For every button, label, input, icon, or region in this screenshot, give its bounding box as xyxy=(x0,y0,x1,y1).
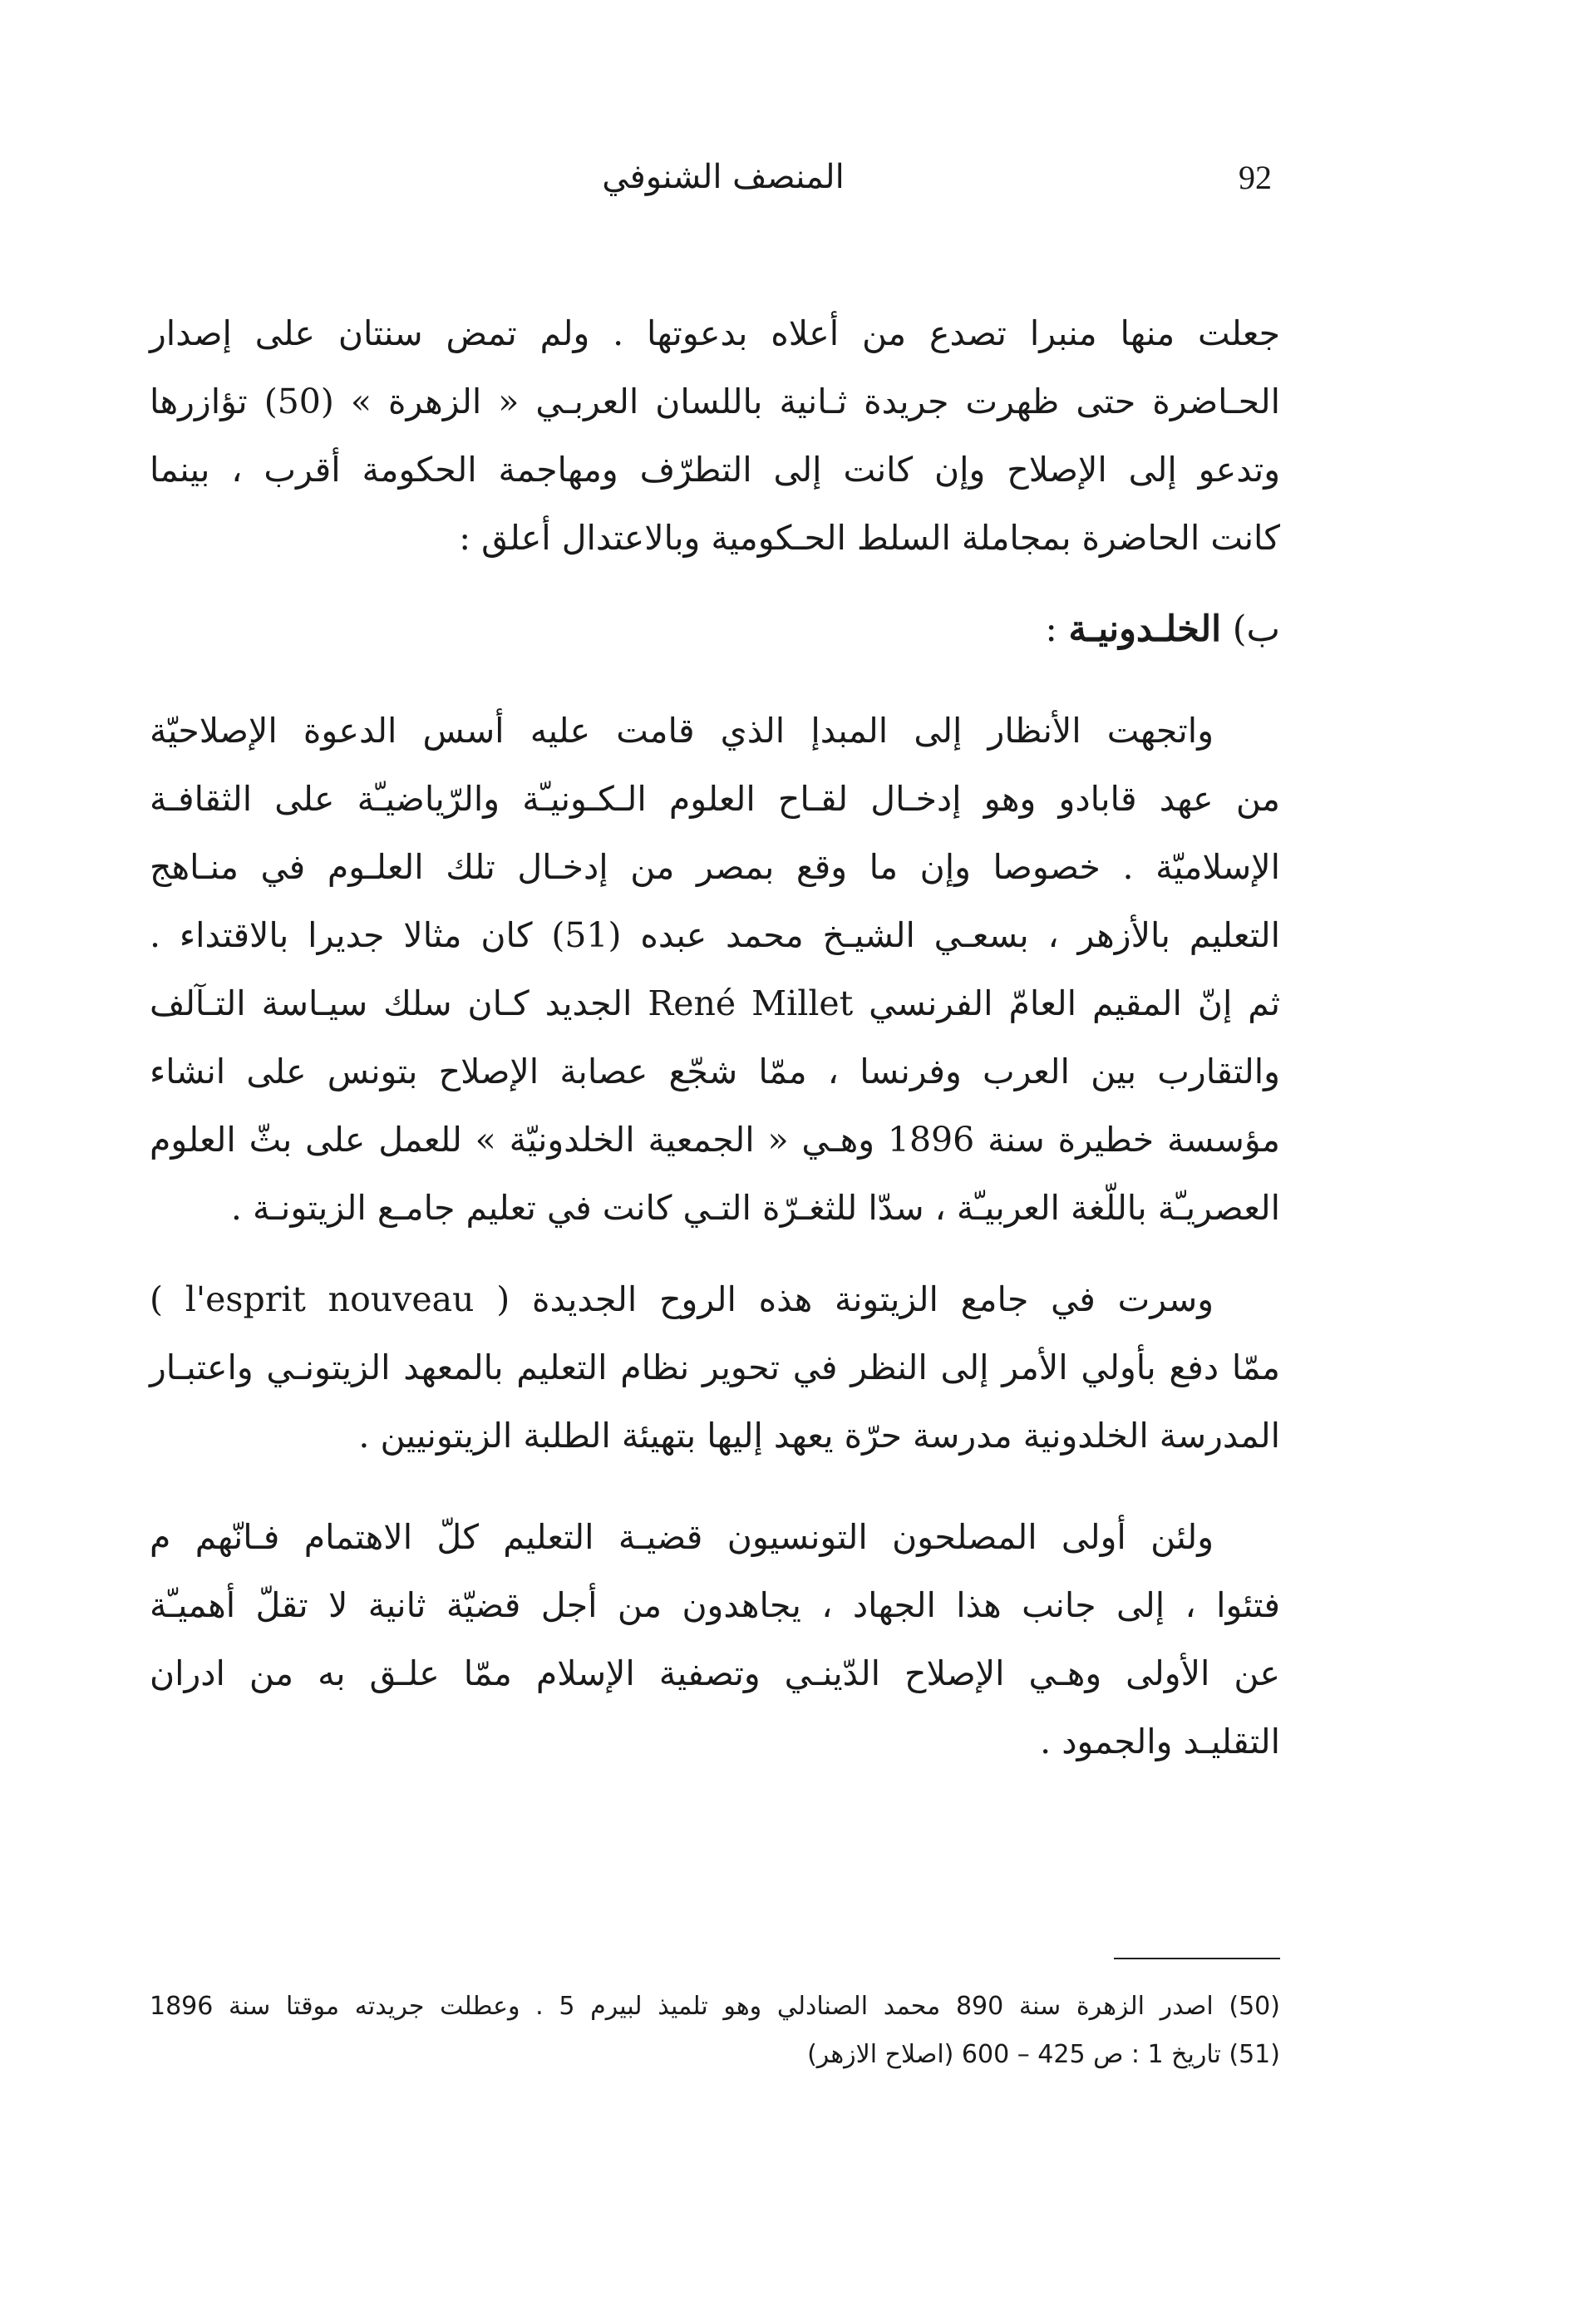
text-line: وسرت في جامع الزيتونة هذه الروح الجديدة ( l'esprit nouveau ) xyxy=(150,1279,1214,1319)
text-line: ولئن أولى المصلحون التونسيون قضيـة التعليم كلّ الاهتمام فـانّهم م xyxy=(150,1517,1214,1557)
section-heading-suffix: : xyxy=(1045,609,1057,650)
text-line: التقليـد والجمود . xyxy=(1040,1722,1280,1761)
page-number: 92 xyxy=(1239,159,1272,196)
text-line: فتئوا ، إلى جانب هذا الجهاد ، يجاهدون من أجل قضيّة ثانية لا تقلّ أهميـّة xyxy=(150,1585,1280,1625)
paragraph-1 xyxy=(150,299,1280,572)
page-header xyxy=(150,158,1446,224)
text-line: مؤسسة خطيرة سنة 1896 وهـي « الجمعية الخلدونيّة » للعمل على بثّ العلوم xyxy=(150,1120,1280,1160)
running-head: المنصف الشنوفي xyxy=(602,158,845,196)
text-line: من عهد قابادو وهو إدخـال لقـاح العلوم الـكـونيـّة والرّياضيـّة على الثقافـة xyxy=(150,779,1280,819)
text-line: التعليم بالأزهر ، بسعـي الشيـخ محمد عبده (51) كان مثالا جديرا بالاقتداء . xyxy=(150,915,1280,955)
text-line: الإسلاميّة . خصوصا وإن ما وقع بمصر من إدخـال تلك العلـوم في منـاهج xyxy=(150,847,1280,887)
body-text xyxy=(150,299,1280,1776)
text-line: العصريـّة باللّغة العربيـّة ، سدّا للثغـرّة التـي كانت في تعليم جامـع الزيتونـة . xyxy=(230,1188,1280,1228)
footnote-51: (51) تاريخ 1 : ص 425 – 600 (اصلاح الازهر) xyxy=(807,2040,1280,2069)
paragraph-3 xyxy=(150,1265,1280,1470)
text-line: كانت الحاضرة بمجاملة السلط الحـكومية وبالاعتدال أعلق : xyxy=(459,518,1280,558)
section-heading-title: الخلـدونيـة xyxy=(1068,609,1222,650)
text-line: ممّا دفع بأولي الأمر إلى النظر في تحوير نظام التعليم بالمعهد الزيتونـي واعتبـار xyxy=(150,1348,1280,1387)
text-line: عن الأولى وهـي الإصلاح الدّينـي وتصفية الإسلام ممّا علـق به من ادران xyxy=(150,1653,1280,1693)
section-heading-prefix: ب) xyxy=(1232,609,1280,650)
text-line: وتدعو إلى الإصلاح وإن كانت إلى التطرّف ومهاجمة الحكومة أقرب ، بينما xyxy=(150,450,1280,490)
section-heading xyxy=(150,595,1280,663)
paragraph-2 xyxy=(150,697,1280,1242)
footnote-50: (50) اصدر الزهرة سنة 890 محمد الصنادلي وهو تلميذ لبيرم 5 . وعطلت جريدته موقتا سنة 1896 xyxy=(150,1992,1280,2021)
text-line: الحـاضرة حتى ظهرت جريدة ثـانية باللسان العربـي « الزهرة » (50) تؤازرها xyxy=(150,382,1280,421)
paragraph-4 xyxy=(150,1503,1280,1776)
text-line: المدرسة الخلدونية مدرسة حرّة يعهد إليها بتهيئة الطلبة الزيتونيين . xyxy=(358,1416,1280,1456)
text-line: ثم إنّ المقيم العامّ الفرنسي René Millet الجديد كـان سلك سيـاسة التـآلف xyxy=(150,983,1281,1023)
text-line: واتجهت الأنظار إلى المبدإ الذي قامت عليه أسس الدعوة الإصلاحيّة xyxy=(150,711,1214,751)
footnote-divider xyxy=(1114,1958,1280,1959)
text-line: والتقارب بين العرب وفرنسا ، ممّا شجّع عصابة الإصلاح بتونس على انشاء xyxy=(150,1052,1280,1091)
footnotes xyxy=(150,1983,1280,2079)
text-line: جعلت منها منبرا تصدع من أعلاه بدعوتها . ولم تمض سنتان على إصدار xyxy=(150,313,1280,353)
